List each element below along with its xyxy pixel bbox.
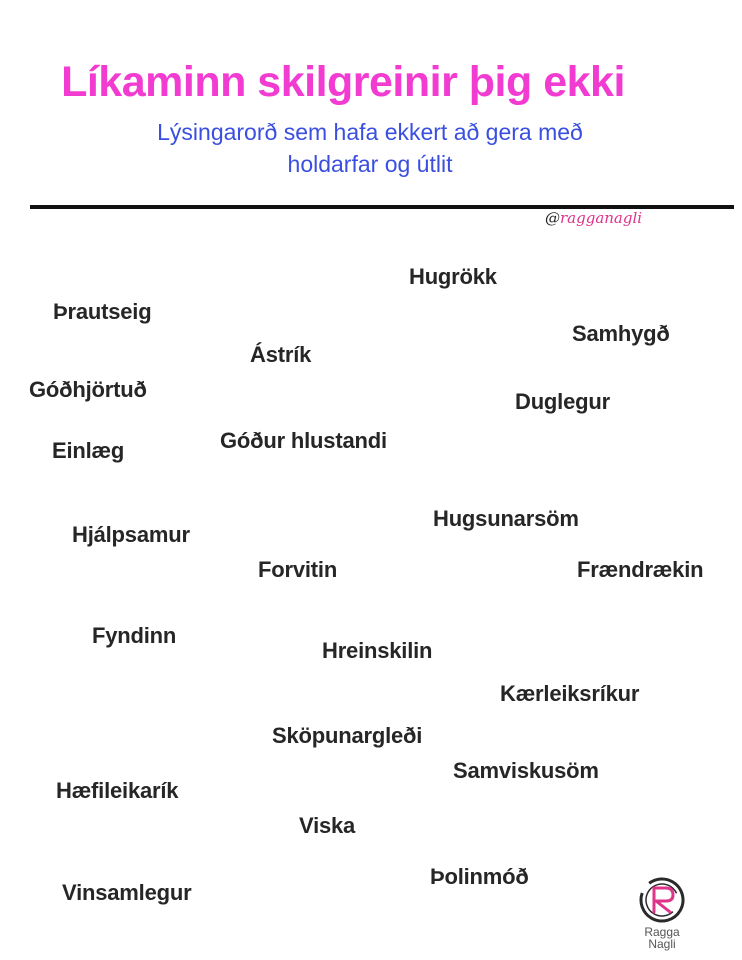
word-kaerleiksrikur: Kærleiksríkur	[500, 681, 640, 706]
ragga-nagli-logo	[634, 874, 690, 954]
subtitle-line: holdarfar og útlit	[287, 151, 453, 177]
word-einlaeg: Einlæg	[52, 438, 125, 463]
word-astrik: Ástrík	[250, 342, 312, 367]
logo-emblem-icon	[634, 874, 690, 926]
word-tholinmod: Þolinmóð	[430, 864, 529, 889]
word-vinsamlegur: Vinsamlegur	[62, 880, 192, 905]
word-godur-hlustandi: Góður hlustandi	[220, 428, 387, 453]
word-samhygd: Samhygð	[572, 321, 670, 346]
handle-at: @	[545, 209, 560, 227]
word-godhjortud: Góðhjörtuð	[29, 377, 147, 402]
logo-text-line: Ragga	[644, 925, 680, 939]
word-haefileikarik: Hæfileikarík	[56, 778, 179, 803]
page-title: Líkaminn skilgreinir þig ekki	[61, 58, 625, 106]
page-subtitle	[70, 116, 670, 180]
word-thrautseig: Þrautseig	[53, 299, 152, 324]
word-skopunargledi: Sköpunargleði	[272, 723, 423, 748]
word-hugrokk: Hugrökk	[409, 264, 497, 289]
word-hugsunarsom: Hugsunarsöm	[433, 506, 579, 531]
social-handle	[545, 209, 642, 227]
word-hjalpsamur: Hjálpsamur	[72, 522, 190, 547]
word-viska: Viska	[299, 813, 356, 838]
subtitle-line: Lýsingarorð sem hafa ekkert að gera með	[157, 119, 583, 145]
word-hreinskilin: Hreinskilin	[322, 638, 433, 663]
word-samviskusom: Samviskusöm	[453, 758, 599, 783]
handle-name: ragganagli	[560, 209, 643, 227]
word-duglegur: Duglegur	[515, 389, 610, 414]
logo-text-line: Nagli	[648, 937, 676, 951]
word-fraendraekin: Frændrækin	[577, 557, 704, 582]
word-fyndinn: Fyndinn	[92, 623, 177, 648]
word-forvitin: Forvitin	[258, 557, 338, 582]
